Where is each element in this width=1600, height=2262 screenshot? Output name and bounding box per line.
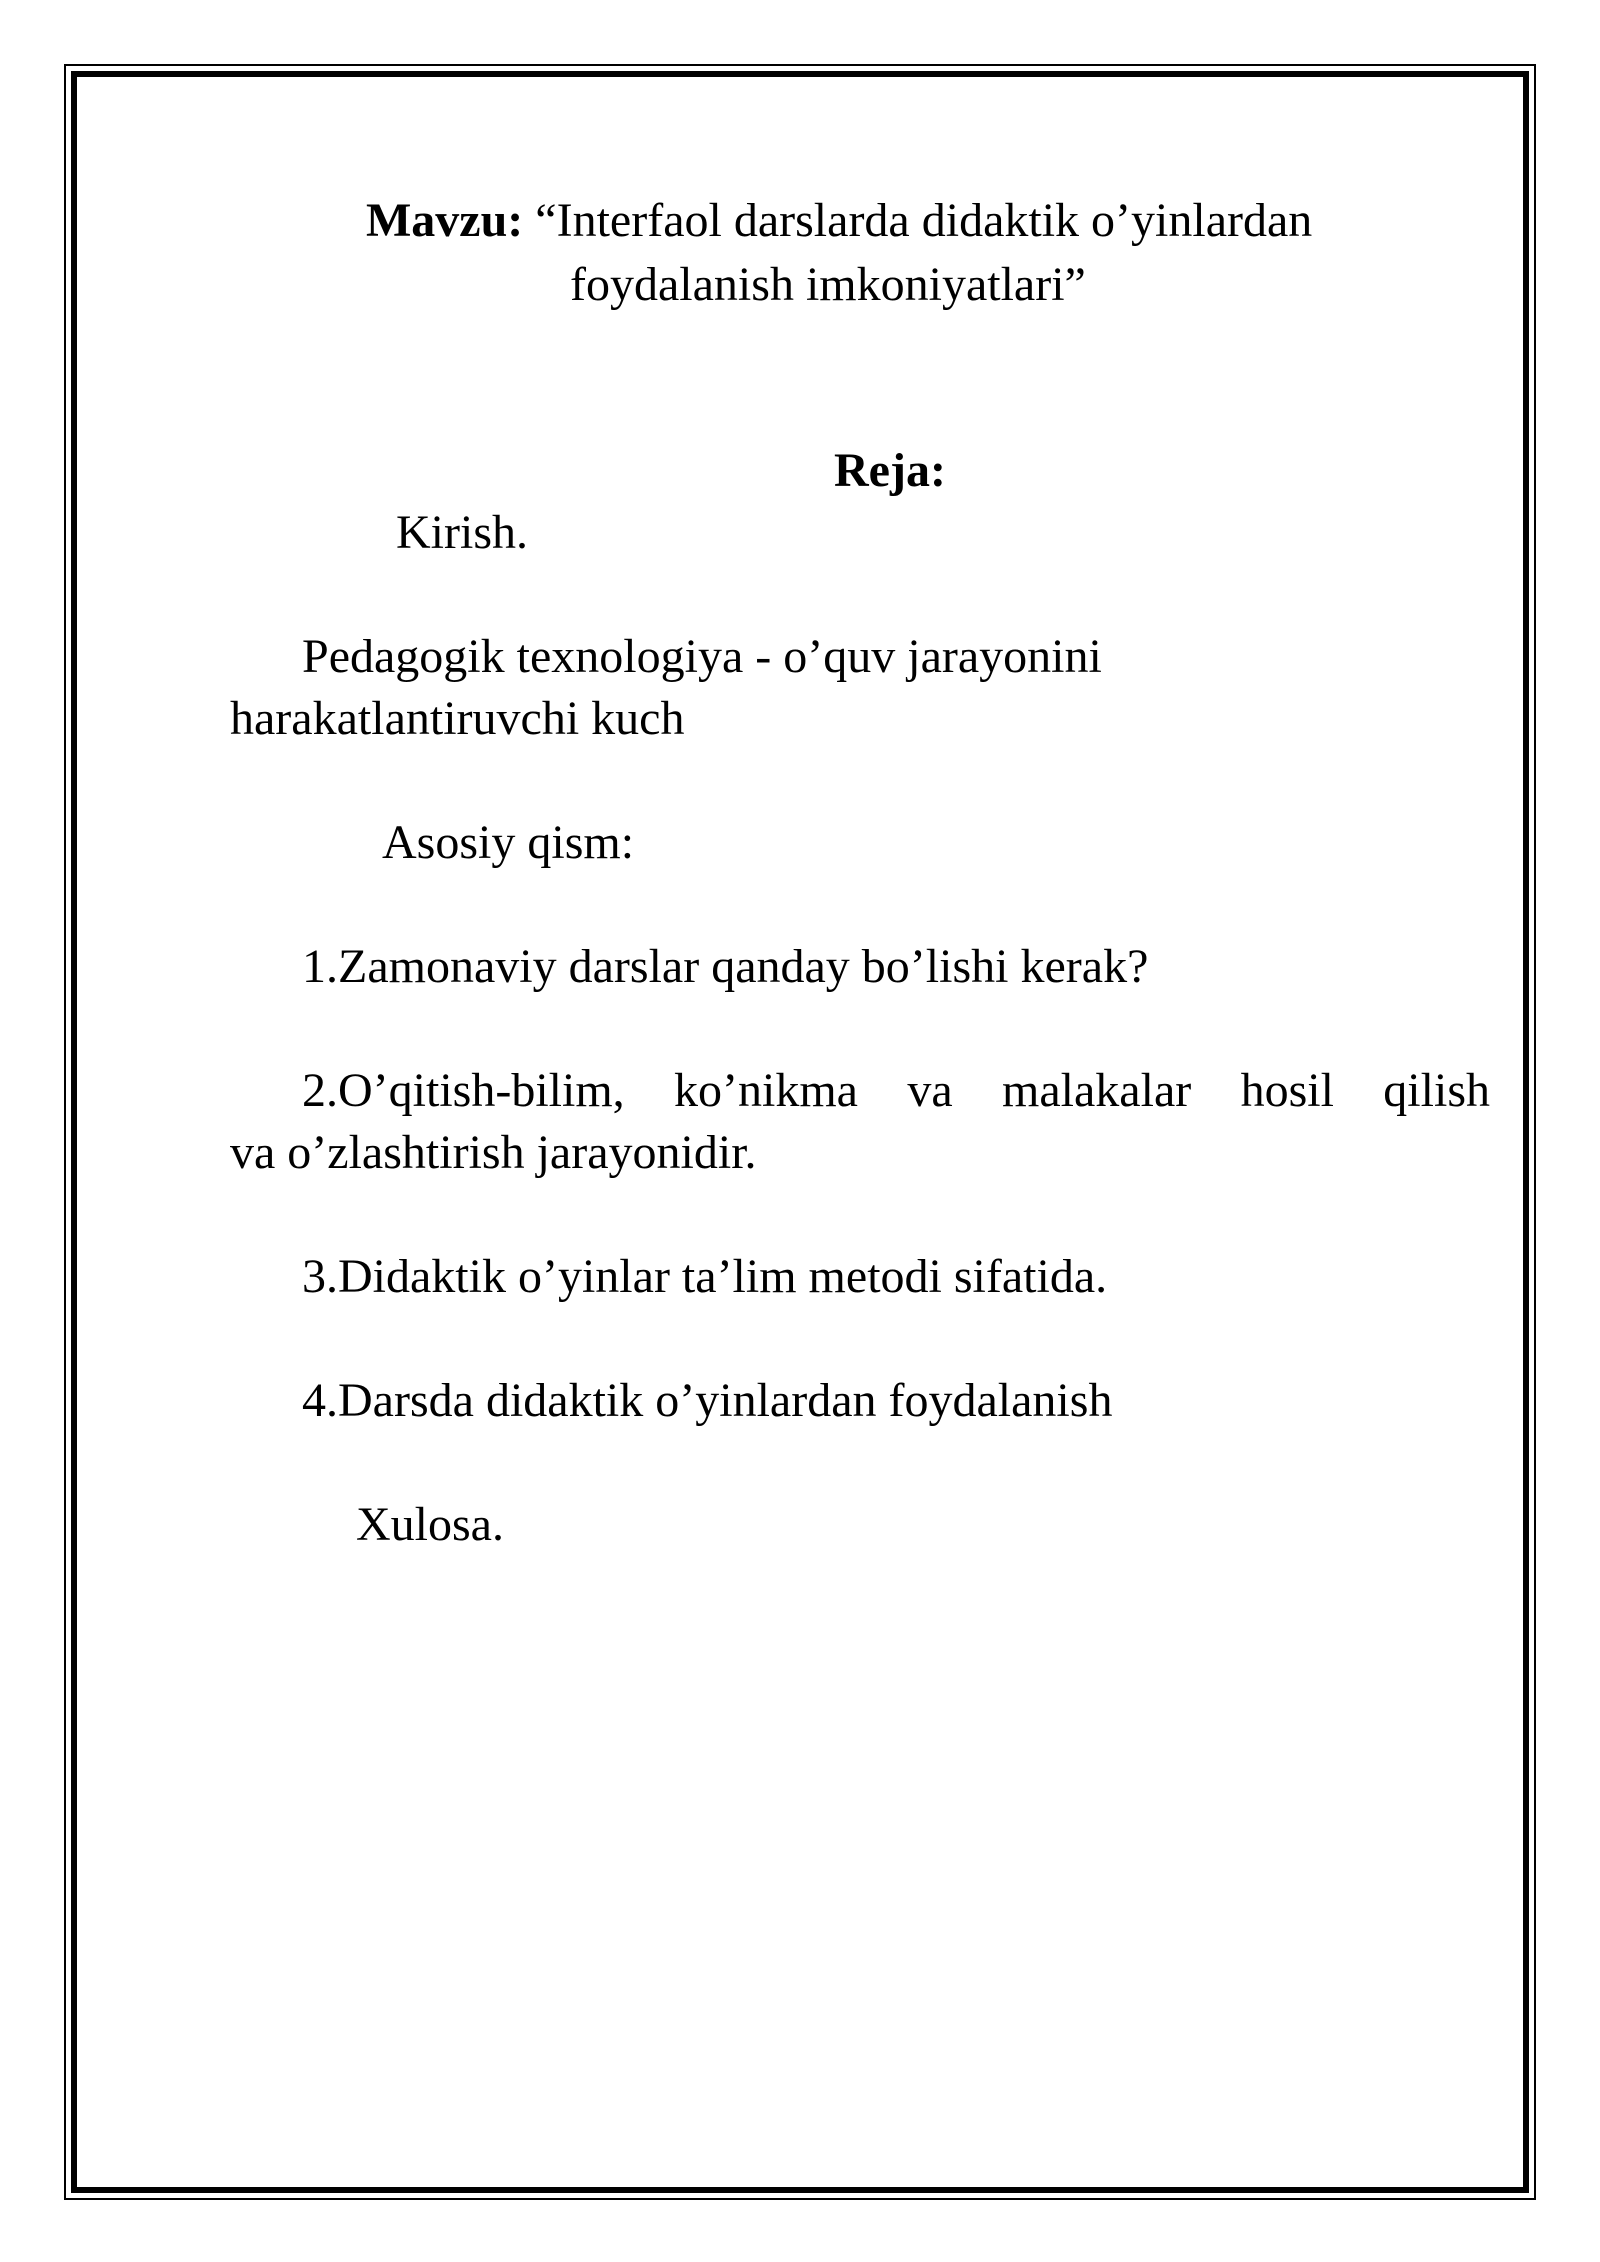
topic-title-line-2: foydalanish imkoniyatlari” [570,258,1086,311]
intro-item-line-2: harakatlantiruvchi kuch [230,692,685,745]
plan-item-3: 3.Didaktik o’yinlar ta’lim metodi sifatida. [302,1250,1108,1303]
plan-item-2-line-1: 2.O’qitish-bilim, ko’nikma va malakalar hosil qilish [302,1064,1490,1117]
topic-title-line-1 [366,190,1312,252]
plan-item-2-line-2: va o’zlashtirish jarayonidir. [230,1126,757,1179]
plan-heading: Reja: [834,444,946,497]
intro-label: Kirish. [396,506,528,559]
topic-label: Mavzu: [366,194,524,247]
plan-item-1: 1.Zamonaviy darslar qanday bo’lishi kerak? [302,940,1149,993]
plan-item-4: 4.Darsda didaktik o’yinlardan foydalanish [302,1374,1113,1427]
intro-item-line-1: Pedagogik texnologiya - o’quv jarayonini [302,630,1102,683]
conclusion-label: Xulosa. [356,1498,504,1551]
main-part-label: Asosiy qism: [382,816,635,869]
topic-text-line-1: “Interfaol darslarda didaktik o’yinlardan [523,194,1313,247]
